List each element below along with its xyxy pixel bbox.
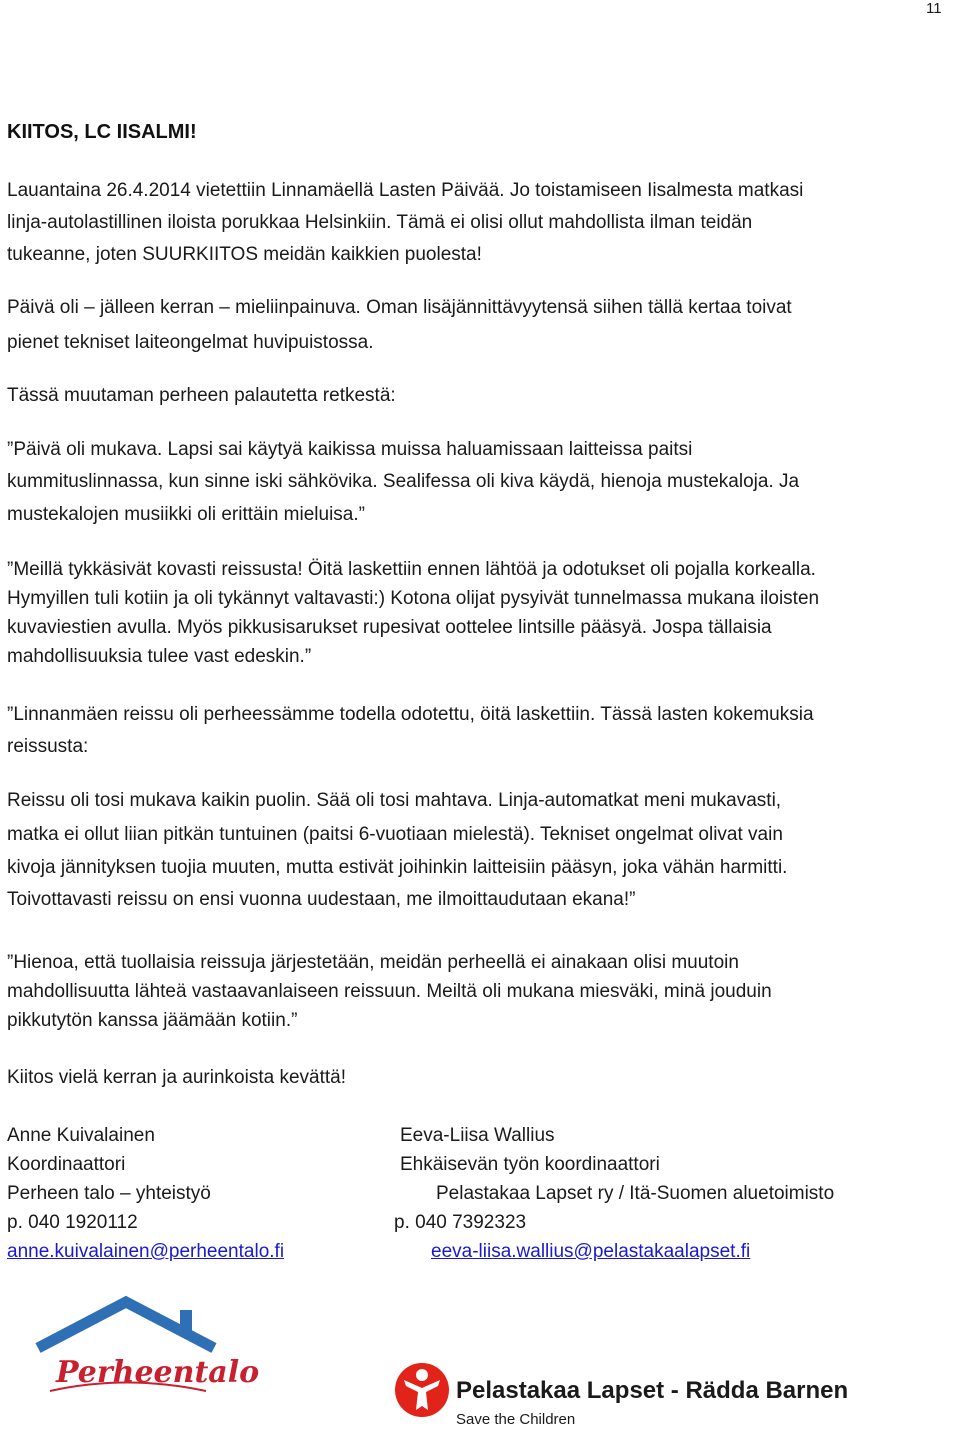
quote-line: mahdollisuutta lähteä vastaavanlaiseen reissuun. Meiltä oli mukana miesväki, minä jouduin xyxy=(7,981,772,1002)
paragraph-line: Tässä muutaman perheen palautetta retkestä: xyxy=(7,385,396,406)
save-the-children-figure-icon xyxy=(392,1358,862,1428)
quote-line: ”Päivä oli mukava. Lapsi sai käytyä kaikissa muissa haluamissaan laitteissa paitsi xyxy=(7,439,693,460)
signer-title: Ehkäisevän työn koordinaattori xyxy=(400,1154,660,1175)
quote-line: kivoja jännityksen tuojia muuten, mutta estivät joihinkin laitteisiin pääsyn, joka vähän harmitti. xyxy=(7,857,788,878)
page-number: 11 xyxy=(926,0,942,17)
page-title: KIITOS, LC IISALMI! xyxy=(7,121,197,143)
closing-line: Kiitos vielä kerran ja aurinkoista kevättä! xyxy=(7,1067,346,1088)
paragraph-line: Lauantaina 26.4.2014 vietettiin Linnamäellä Lasten Päivää. Jo toistamiseen Iisalmesta matkasi xyxy=(7,180,804,201)
quote-line: mustekalojen musiikki oli erittäin mieluisa.” xyxy=(7,504,365,525)
signer-name: Eeva-Liisa Wallius xyxy=(400,1125,555,1146)
paragraph-line: pienet tekniset laiteongelmat huvipuistossa. xyxy=(7,332,374,353)
pelastakaa-lapset-logo xyxy=(392,1358,862,1428)
signer-email-link[interactable]: eeva-liisa.wallius@pelastakaalapset.fi xyxy=(431,1241,751,1262)
paragraph-line: tukeanne, joten SUURKIITOS meidän kaikkien puolesta! xyxy=(7,244,482,265)
house-roof-icon xyxy=(30,1296,260,1428)
quote-line: reissusta: xyxy=(7,736,89,757)
quote-line: pikkutytön kanssa jäämään kotiin.” xyxy=(7,1010,298,1031)
signer-email-link[interactable]: anne.kuivalainen@perheentalo.fi xyxy=(7,1241,285,1262)
signer-phone: p. 040 1920112 xyxy=(7,1212,138,1233)
quote-line: Reissu oli tosi mukava kaikin puolin. Sää oli tosi mahtava. Linja-automatkat meni mukavasti, xyxy=(7,790,782,811)
quote-line: mahdollisuuksia tulee vast edeskin.” xyxy=(7,646,312,667)
quote-line: ”Linnanmäen reissu oli perheessämme todella odotettu, öitä laskettiin. Tässä lasten kokemuksia xyxy=(7,704,814,725)
paragraph-line: Päivä oli – jälleen kerran – mieliinpainuva. Oman lisäjännittävyytensä siihen tällä kertaa toivat xyxy=(7,297,792,318)
signer-title: Koordinaattori xyxy=(7,1154,126,1175)
quote-line: matka ei ollut liian pitkän tuntuinen (paitsi 6-vuotiaan mielestä). Tekniset ongelmat olivat vain xyxy=(7,824,783,845)
perheentalo-wordmark: Perheentalo xyxy=(56,1355,260,1390)
perheentalo-logo xyxy=(30,1296,260,1428)
signer-org: Pelastakaa Lapset ry / Itä-Suomen aluetoimisto xyxy=(436,1183,835,1204)
quote-line: ”Hienoa, että tuollaisia reissuja järjestetään, meidän perheellä ei ainakaan olisi muutoin xyxy=(7,952,739,973)
quote-line: ”Meillä tykkäsivät kovasti reissusta! Öitä laskettiin ennen lähtöä ja odotukset oli pojalla korkealla. xyxy=(7,559,816,580)
quote-line: kummituslinnassa, kun sinne iski sähkövika. Sealifessa oli kiva käydä, hienoja mustekaloja. Ja xyxy=(7,471,800,492)
paragraph-line: linja-autolastillinen iloista porukkaa Helsinkiin. Tämä ei olisi ollut mahdollista ilman teidän xyxy=(7,212,753,233)
signer-org: Perheen talo – yhteistyö xyxy=(7,1183,211,1204)
quote-line: Hymyillen tuli kotiin ja oli tykännyt valtavasti:) Kotona olijat pysyivät tunnelmassa mukana iloisten xyxy=(7,588,820,609)
signer-name: Anne Kuivalainen xyxy=(7,1125,155,1146)
quote-line: kuvaviestien avulla. Myös pikkusisarukset rupesivat oottelee lintsille pääsyä. Jospa tällaisia xyxy=(7,617,772,638)
quote-line: Toivottavasti reissu on ensi vuonna uudestaan, me ilmoittaudutaan ekana!” xyxy=(7,889,636,910)
signer-phone: p. 040 7392323 xyxy=(394,1212,527,1233)
pelastakaa-title: Pelastakaa Lapset - Rädda Barnen xyxy=(456,1377,849,1404)
pelastakaa-subtitle: Save the Children xyxy=(456,1411,576,1428)
